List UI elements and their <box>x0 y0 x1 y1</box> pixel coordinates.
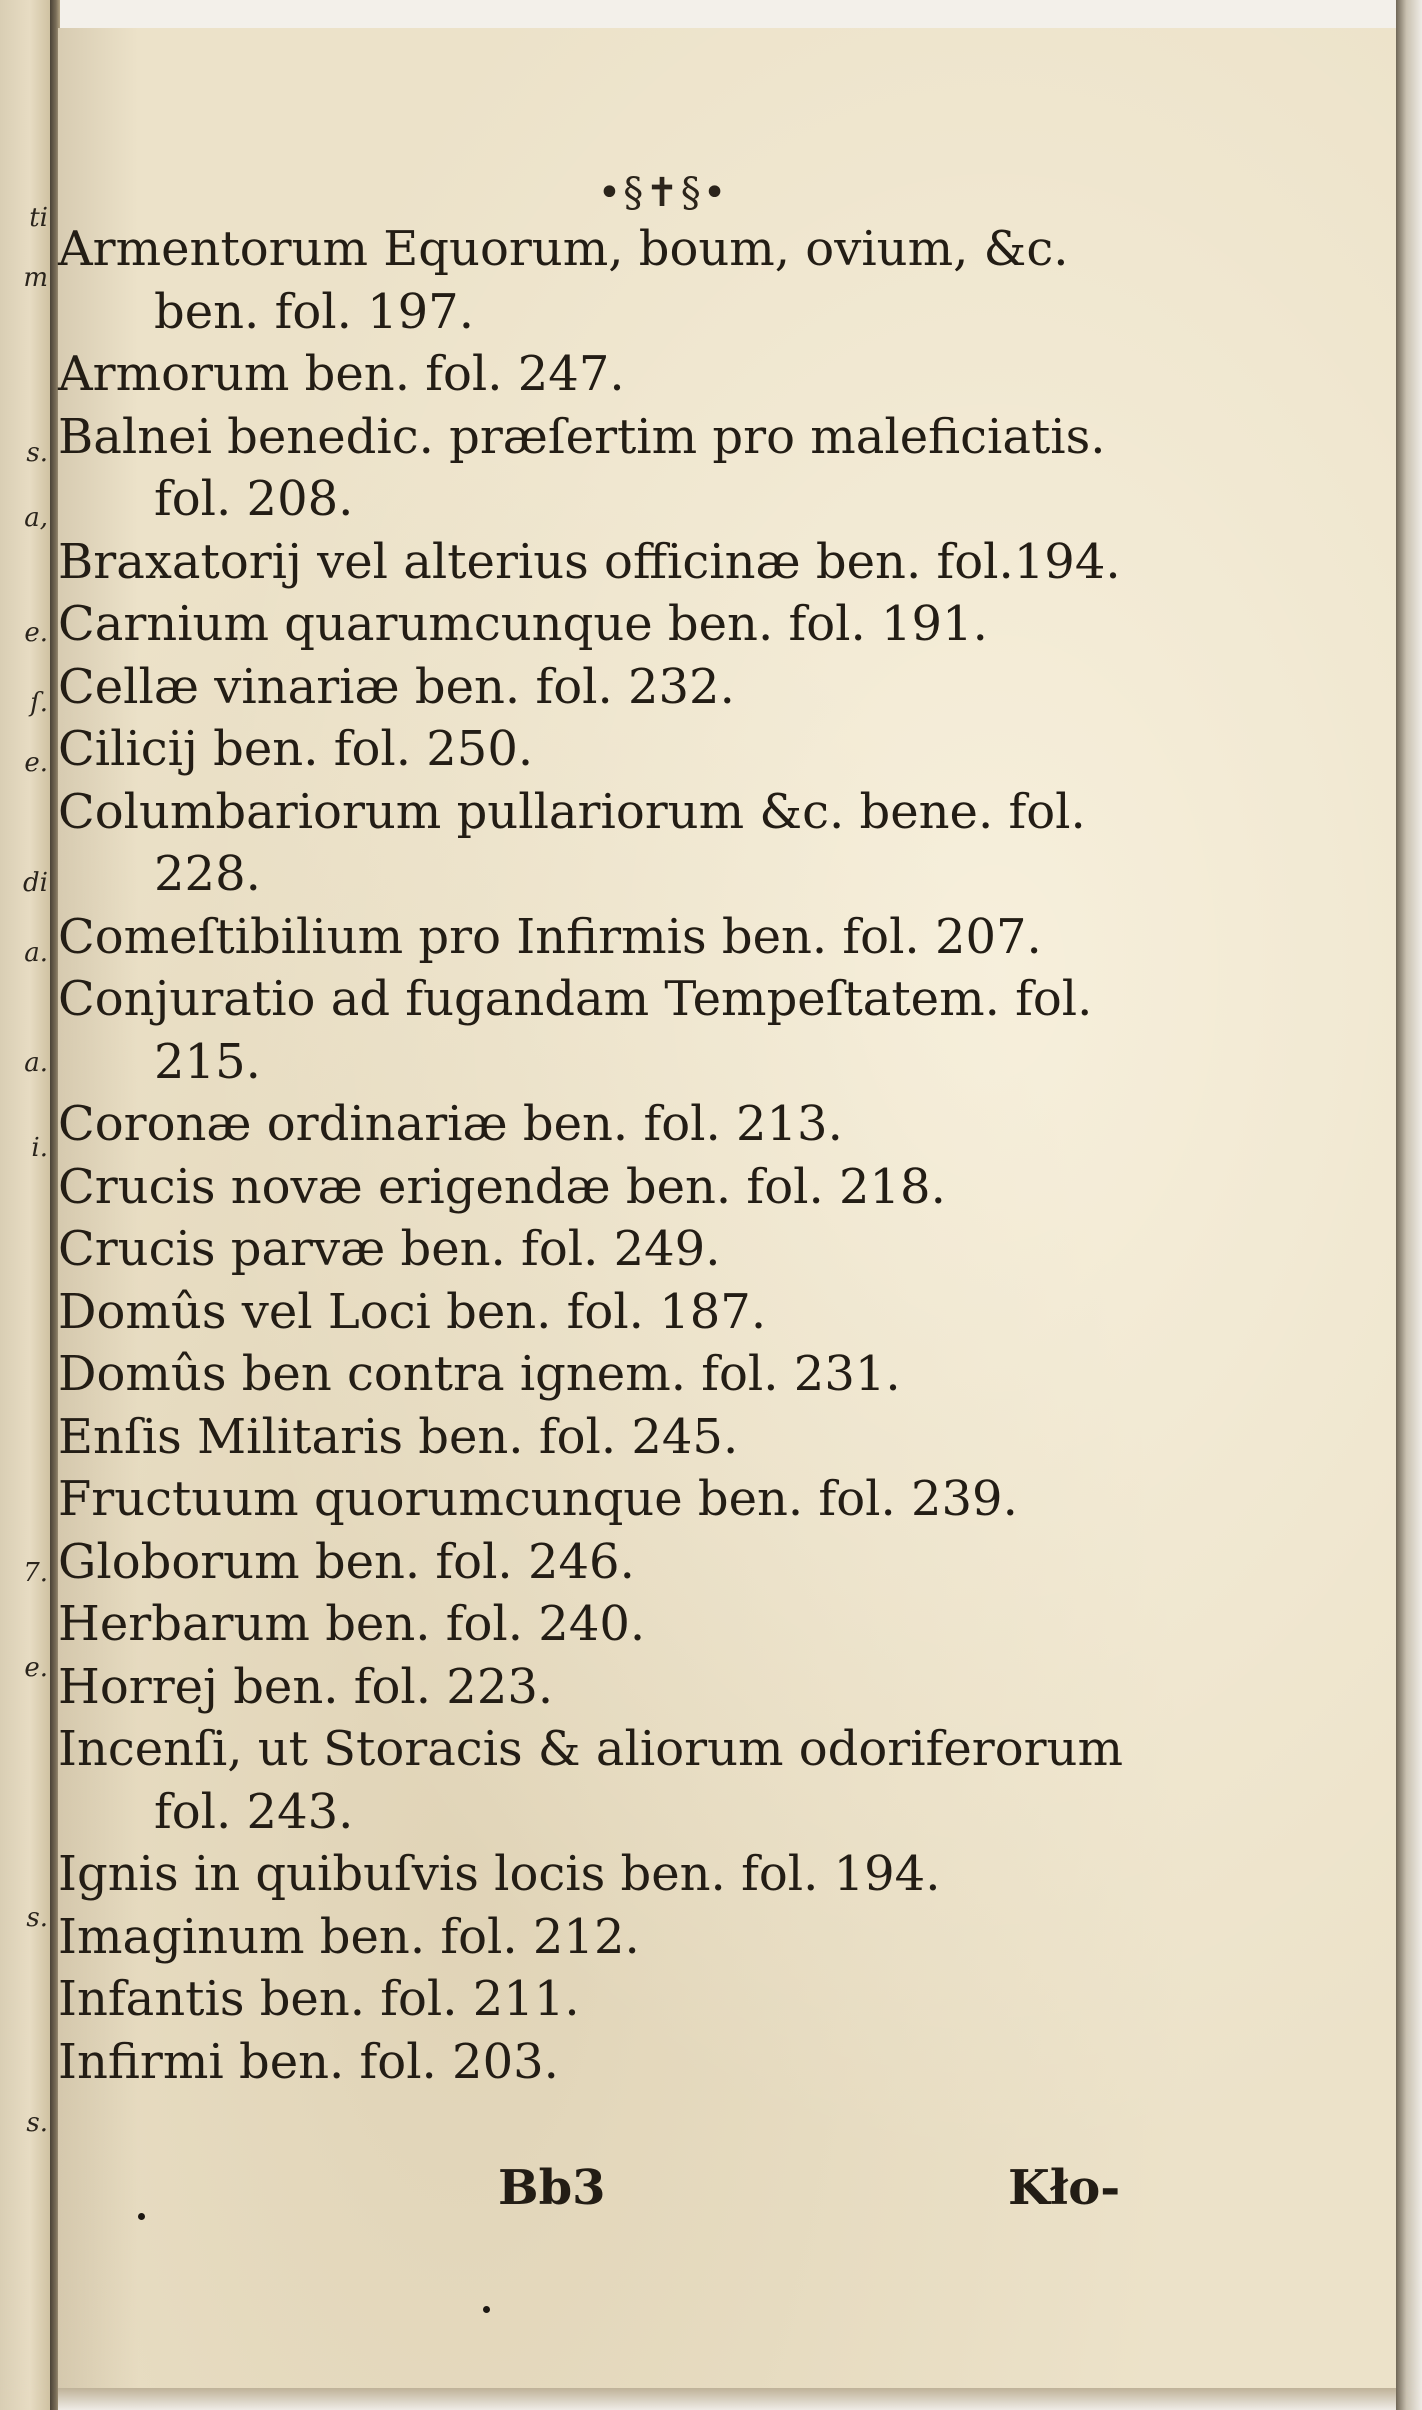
facing-page-edge <box>0 0 54 2410</box>
entry-heading: Domûs vel Loci ben. fol. 187. <box>58 1283 767 1340</box>
facing-page-fragment: a. <box>24 1048 48 1078</box>
header-ornament: •§✝§• <box>597 170 729 216</box>
entry-heading: Incenſi, ut Storacis & aliorum odoriferorum <box>58 1721 1123 1777</box>
index-entry <box>58 906 1358 969</box>
index-entry <box>58 1093 1358 1156</box>
index-entry <box>58 1406 1358 1469</box>
index-entry <box>58 1718 1358 1843</box>
index-entry <box>58 2031 1358 2094</box>
facing-page-fragment: s. <box>26 2108 48 2138</box>
entry-continuation: 228. <box>154 846 261 902</box>
entry-heading: Crucis novæ erigendæ ben. fol. 218. <box>58 1158 946 1215</box>
facing-page-fragment: e. <box>24 618 48 648</box>
index-entry <box>58 1281 1358 1344</box>
facing-page-fragment: 7. <box>23 1558 48 1588</box>
ink-speck <box>138 2213 145 2220</box>
entry-heading: Herbarum ben. fol. 240. <box>58 1596 646 1652</box>
entry-heading: Coronæ ordinariæ ben. fol. 213. <box>58 1096 843 1152</box>
index-entry <box>58 343 1358 406</box>
facing-page-fragment: m <box>23 263 48 293</box>
index-entry-list <box>58 218 1358 2093</box>
index-entry <box>58 1593 1358 1656</box>
index-entry <box>58 1843 1358 1906</box>
entry-heading: Conjuratio ad fugandam Tempeſtatem. fol. <box>58 971 1093 1027</box>
facing-page-fragment: a, <box>24 503 48 533</box>
index-entry <box>58 1343 1358 1406</box>
facing-page-fragment: a. <box>24 938 48 968</box>
index-entry <box>58 968 1358 1093</box>
entry-heading: Armentorum Equorum, boum, ovium, &c. <box>58 221 1069 277</box>
entry-heading: Braxatorij vel alterius officinæ ben. fol.194. <box>58 533 1121 590</box>
index-entry <box>58 1906 1358 1969</box>
index-entry <box>58 531 1358 594</box>
page-footer <box>58 2158 1358 2218</box>
index-entry <box>58 1968 1358 2031</box>
index-entry <box>58 1468 1358 1531</box>
index-entry <box>58 406 1358 531</box>
facing-page-fragment: e. <box>24 748 48 778</box>
entry-heading: Cilicij ben. fol. 250. <box>58 721 534 777</box>
entry-heading: Globorum ben. fol. 246. <box>58 1533 635 1590</box>
index-entry <box>58 718 1358 781</box>
index-entry <box>58 1218 1358 1281</box>
index-entry <box>58 593 1358 656</box>
entry-heading: Enſis Militaris ben. fol. 245. <box>58 1408 739 1465</box>
ink-speck <box>483 2306 490 2313</box>
entry-heading: Cellæ vinariæ ben. fol. 232. <box>58 658 735 715</box>
entry-heading: Infirmi ben. fol. 203. <box>58 2033 559 2090</box>
entry-heading: Imaginum ben. fol. 212. <box>58 1908 640 1965</box>
facing-page-fragment: e. <box>24 1653 48 1683</box>
entry-heading: Carnium quarumcunque ben. fol. 191. <box>58 596 988 652</box>
index-entry <box>58 656 1358 719</box>
entry-continuation: fol. 208. <box>154 471 354 527</box>
page-bottom-edge <box>58 2388 1396 2410</box>
entry-heading: Armorum ben. fol. 247. <box>58 346 625 402</box>
facing-page-fragment: di <box>23 868 48 898</box>
entry-heading: Infantis ben. fol. 211. <box>58 1971 580 2027</box>
entry-heading: Horrej ben. fol. 223. <box>58 1658 554 1715</box>
facing-page-fragment: s. <box>26 438 48 468</box>
signature-mark: Bb3 <box>498 2160 606 2216</box>
index-entry <box>58 1531 1358 1594</box>
facing-page-fragment: ti <box>29 203 48 233</box>
entry-heading: Crucis parvæ ben. fol. 249. <box>58 1221 721 1277</box>
entry-continuation: ben. fol. 197. <box>154 283 474 340</box>
entry-continuation: 215. <box>154 1033 261 1090</box>
entry-heading: Balnei benedic. præſertim pro maleficiatis. <box>58 408 1106 465</box>
entry-heading: Comeſtibilium pro Infirmis ben. fol. 207. <box>58 908 1042 965</box>
index-entry <box>58 781 1358 906</box>
entry-heading: Columbariorum pullariorum &c. bene. fol. <box>58 783 1086 840</box>
facing-page-fragment: ſ. <box>30 688 48 718</box>
page-right-edge <box>1396 0 1422 2410</box>
index-entry <box>58 1656 1358 1719</box>
index-entry <box>58 1156 1358 1219</box>
entry-continuation: fol. 243. <box>154 1783 354 1840</box>
facing-page-fragment: s. <box>26 1903 48 1933</box>
facing-page-fragment: i. <box>31 1133 48 1163</box>
entry-heading: Fructuum quorumcunque ben. fol. 239. <box>58 1471 1018 1527</box>
catchword: Kło- <box>1008 2160 1121 2216</box>
entry-heading: Ignis in quibuſvis locis ben. fol. 194. <box>58 1846 941 1902</box>
index-entry <box>58 218 1358 343</box>
index-page <box>58 28 1396 2388</box>
entry-heading: Domûs ben contra ignem. fol. 231. <box>58 1346 901 1402</box>
